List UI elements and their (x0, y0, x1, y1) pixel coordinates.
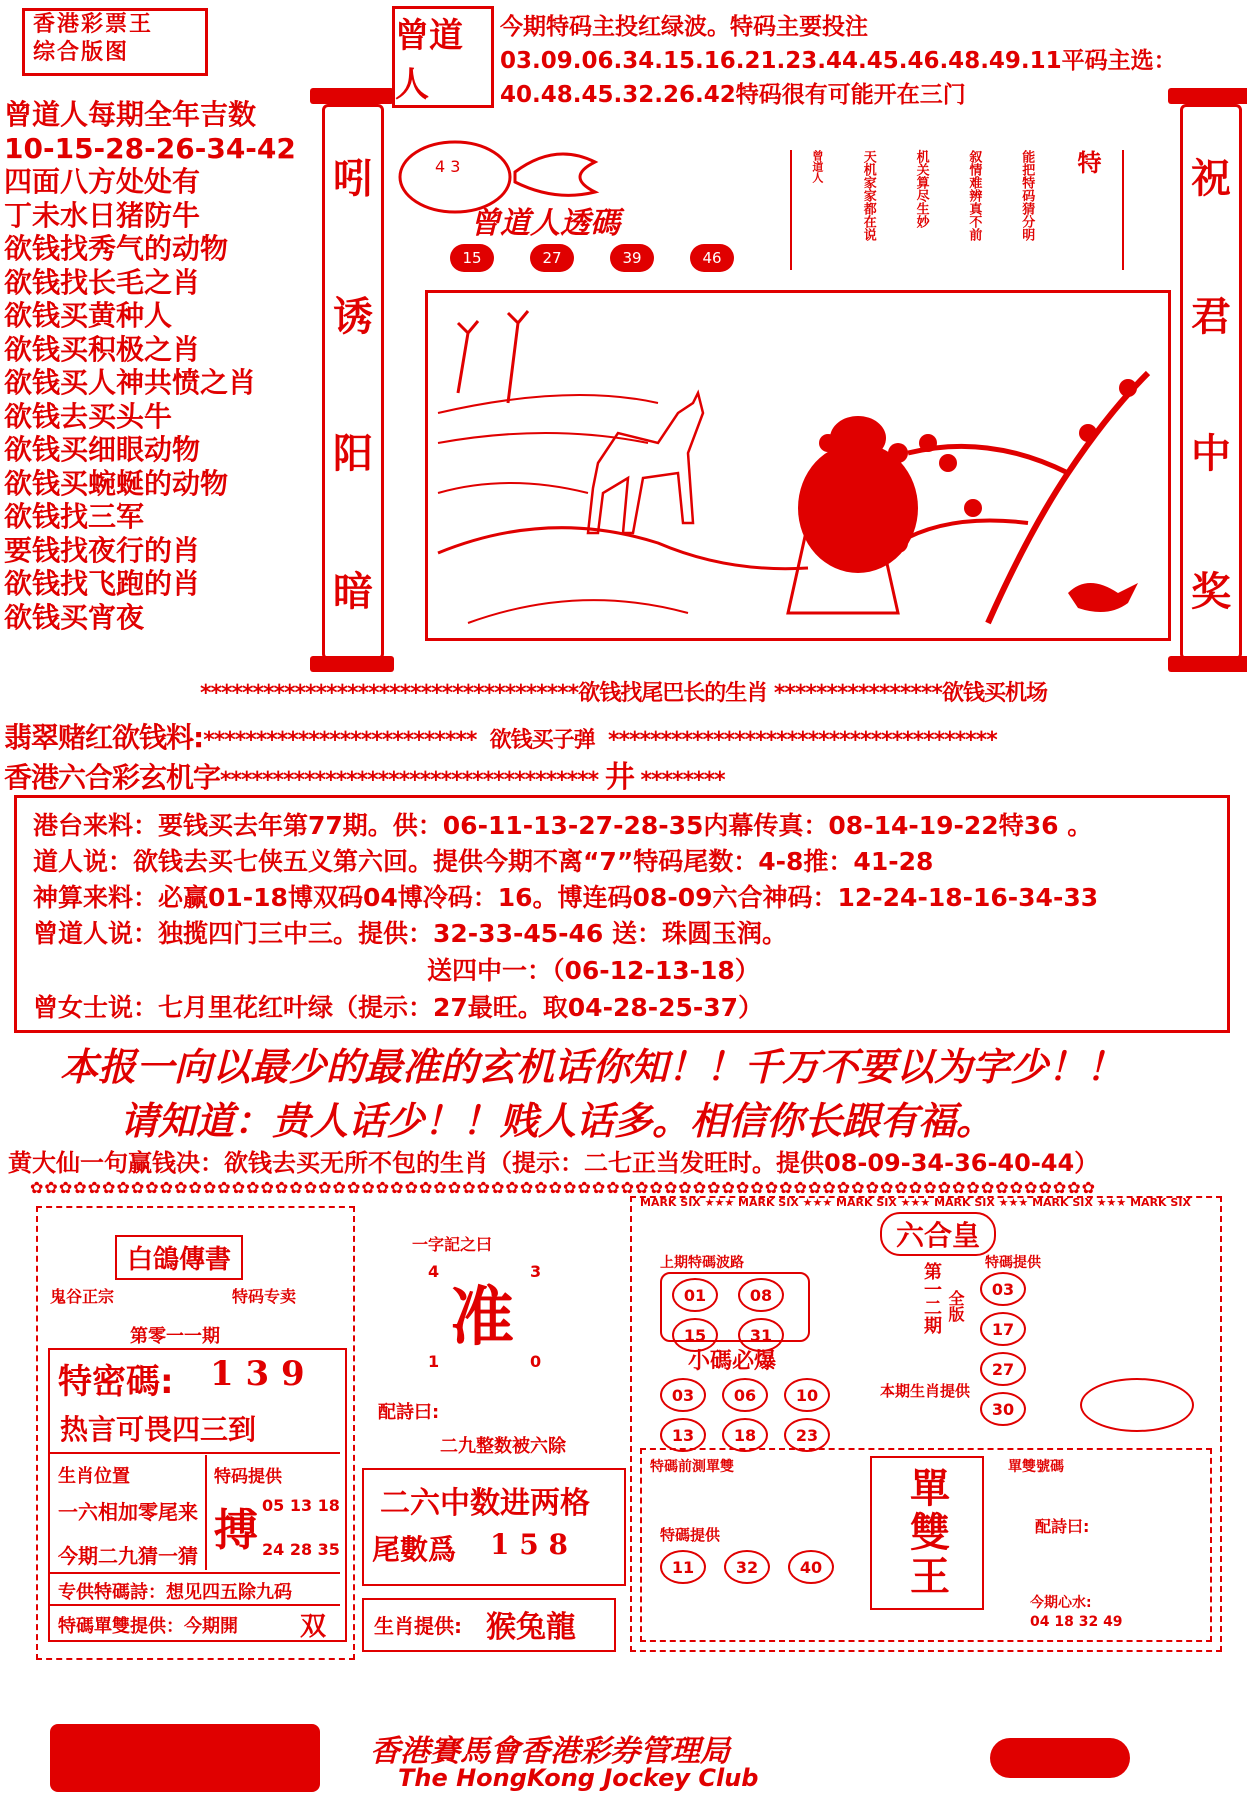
danshuang-label: 特碼單雙提供：今期開 (58, 1616, 238, 1637)
danshuang-value: 双 (300, 1612, 327, 1642)
scroll-char: 祝 (1191, 156, 1231, 203)
number-circle: 32 (724, 1550, 770, 1584)
number-circle: 08 (738, 1278, 784, 1312)
info-box (14, 795, 1230, 1033)
bo-numbers: 05 13 18 (262, 1496, 340, 1515)
zodiac-provide-label: 本期生肖提供 (880, 1382, 971, 1400)
list-item: 欲钱找飞跑的肖 (4, 567, 201, 600)
tema2-balls (660, 1550, 834, 1584)
footer-emblem-right (990, 1738, 1130, 1778)
star-line-2: 翡翠赌红欲钱料:************************** 欲钱买子弹 ************************************* (4, 721, 997, 754)
heart-label: 今期心水: (1030, 1595, 1092, 1611)
ds-box (870, 1456, 984, 1610)
vertical-verse (790, 150, 1124, 270)
scroll-cap-bottom (310, 656, 394, 672)
divider (50, 1572, 340, 1574)
scroll-char: 暗 (333, 568, 373, 615)
verse-column: 特 (1073, 150, 1102, 174)
verse-column: 天机家家都在说 (860, 150, 876, 241)
corner-number: 1 (428, 1352, 440, 1371)
tema-label: 特碼提供 (985, 1255, 1041, 1271)
mid-line-label: 尾數爲 (372, 1533, 457, 1566)
scroll-char: 奖 (1191, 568, 1231, 615)
number-ball: 39 (610, 244, 654, 272)
corner-number: 0 (530, 1352, 542, 1371)
verse-column: 曾道人 (810, 150, 824, 183)
number-circle: 10 (784, 1378, 830, 1412)
corner-number: 4 (428, 1262, 440, 1281)
logo-line-1: 香港彩票王 (33, 12, 154, 37)
list-item: 欲钱买人神共愤之肖 (4, 366, 257, 399)
emblem-oval (1080, 1378, 1194, 1432)
verse-column: 能把特码猜分明 (1019, 150, 1035, 241)
bo-numbers: 24 28 35 (262, 1540, 340, 1559)
left-scroll (322, 104, 384, 660)
poem-label: 配詩曰: (1035, 1517, 1090, 1536)
big-character: 准 (450, 1280, 514, 1355)
line-label: 香港六合彩玄机字 (4, 761, 221, 794)
star-line-3: 香港六合彩玄机字************************************ 井 ******** (4, 760, 725, 795)
verse-column: 机关算尽生妙 (913, 150, 929, 228)
number-ball: 27 (530, 244, 574, 272)
mark-six-band: MARK SIX ★★★ MARK SIX ★★★ MARK SIX ★★★ MARK SIX ★★★ MARK SIX ★★★ MARK SIX (640, 1196, 1191, 1209)
mid-line: 二六中数进两格 (380, 1486, 590, 1521)
footer-emblem-left (50, 1724, 320, 1792)
scroll-char: 吲 (333, 156, 373, 203)
clue-text: 井 (604, 760, 634, 795)
tema-value: 1 3 9 (210, 1354, 305, 1394)
info-line: 曾道人说：独揽四门三中三。提供：32-33-45-46 送：珠圆玉润。 (33, 919, 787, 948)
huang-daxian-line: 黄大仙一句赢钱决：欲钱去买无所不包的生肖（提示：二七正当发旺时。提供08-09-34-36-40-44） (8, 1149, 1099, 1177)
svg-text:4 3: 4 3 (435, 157, 461, 176)
issue-label: 第一二期 (921, 1262, 942, 1334)
divider (50, 1452, 340, 1454)
tema-label: 特密碼: (58, 1362, 174, 1402)
guess-text: 今期二九猜一猜 (58, 1544, 198, 1568)
footer-en: The HongKong Jockey Club (398, 1764, 759, 1792)
line-label: 翡翠赌红欲钱料: (4, 721, 204, 754)
small-label: 小碼必爆 (688, 1349, 777, 1374)
number-ball: 46 (690, 244, 734, 272)
list-item: 曾道人每期全年吉数 (4, 98, 257, 131)
list-item: 四面八方处处有 (4, 165, 201, 198)
divider (50, 1604, 340, 1606)
poem-label: 配詩曰: (378, 1402, 440, 1423)
mid-header: 一字記之曰 (412, 1235, 493, 1254)
ds-text: 單雙王 (903, 1467, 950, 1599)
info-line: 神算来料：必赢01-18博双码04博冷码：16。博连码08-09六合神码：12-24-18-16-34-33 (33, 883, 1099, 912)
slogan-line: 本报一向以最少的最准的玄机话你知！！千万不要以为字少！！ (60, 1044, 1125, 1089)
scroll-cap-bottom (1168, 656, 1247, 672)
painting-title: 曾道人透碼 (470, 206, 620, 241)
star-line-1: ************************************欲钱找尾巴长的生肖 ****************欲钱买机场 (200, 681, 1047, 706)
bo-char: 搏 (214, 1505, 258, 1556)
top-note: 今期特码主投红绿波。特码主要投注03.09.06.34.15.16.21.23.44.45.46.48.49.11平码主选：40.48.45.32.26.42特码很有可能开在三门 (500, 14, 1177, 108)
scroll-char: 君 (1191, 293, 1231, 340)
number-circle: 06 (722, 1378, 768, 1412)
riddle-list (4, 98, 334, 634)
info-line: 港台来料：要钱买去年第77期。供：06-11-13-27-28-35内幕传真：08-14-19-22特36 。 (33, 811, 1093, 840)
list-item: 欲钱找长毛之肖 (4, 265, 201, 299)
footer-cn: 香港賽馬會香港彩券管理局 (370, 1734, 730, 1769)
scroll-char: 中 (1191, 431, 1231, 478)
number-circle: 17 (980, 1312, 1026, 1346)
list-item: 欲钱买细眼动物 (4, 433, 201, 466)
poem-line: 专供特碼詩：想见四五除九码 (58, 1582, 292, 1603)
scroll-cap-top (1168, 88, 1247, 104)
number-circle: 01 (672, 1278, 718, 1312)
list-item: 要钱找夜行的肖 (4, 533, 201, 567)
prev-label: 上期特碼波路 (660, 1255, 744, 1271)
clue-text: 欲钱买机场 (941, 681, 1047, 706)
side-note: 特码专卖 (232, 1287, 297, 1306)
number-circle: 03 (660, 1378, 706, 1412)
tema2-label: 特碼提供 (660, 1526, 721, 1544)
tema-balls (980, 1272, 1070, 1426)
list-item: 欲钱买积极之肖 (4, 332, 201, 366)
logo-line-2: 综合版图 (33, 40, 130, 65)
number-circle: 30 (980, 1392, 1026, 1426)
number-circle: 40 (788, 1550, 834, 1584)
panel-header: 白鴿傳書 (115, 1235, 243, 1280)
number-circle: 15 (672, 1318, 718, 1352)
clue-text: 欲钱买子弹 (489, 728, 595, 753)
list-item: 欲钱找三军 (4, 500, 145, 533)
brand-logo (22, 8, 208, 76)
slogan-line: 请知道：贵人话少！！贱人话多。相信你长跟有福。 (120, 1098, 995, 1143)
star-border: ✿✿✿✿✿✿✿✿✿✿✿✿✿✿✿✿✿✿✿✿✿✿✿✿✿✿✿✿✿✿✿✿✿✿✿✿✿✿✿✿✿✿✿✿✿✿✿✿✿✿✿✿✿✿✿✿✿✿✿✿✿✿✿✿✿✿✿✿✿✿✿✿✿✿ (30, 1178, 1097, 1197)
tema-phrase: 热言可畏四三到 (60, 1413, 257, 1446)
tema-tigong-label: 特码提供 (214, 1467, 282, 1487)
number-circle: 27 (980, 1352, 1026, 1386)
right-title: 六合皇 (880, 1212, 996, 1256)
list-item: 欲钱买蜿蜒的动物 (4, 466, 229, 500)
position-label: 生肖位置 (58, 1466, 130, 1487)
list-item: 欲钱买黄种人 (4, 299, 173, 332)
number-circle: 03 (980, 1272, 1026, 1306)
ball-row (450, 244, 734, 272)
scroll-char: 阳 (333, 431, 373, 478)
clue-text: 欲钱找尾巴长的生肖 (578, 681, 768, 706)
number-circle: 23 (784, 1418, 830, 1452)
side-note: 鬼谷正宗 (50, 1287, 115, 1306)
list-item: 欲钱找秀气的动物 (4, 232, 229, 265)
list-item: 丁未水日猪防牛 (4, 198, 201, 232)
small-balls (660, 1378, 850, 1452)
corner-number: 3 (530, 1262, 542, 1281)
info-line: 道人说：欲钱去买七侠五义第六回。提供今期不离“7”特码尾数：4-8推：41-28 (33, 847, 934, 876)
list-item: 10-15-28-26-34-42 (4, 131, 296, 165)
ds-label: 特碼前測單雙 (650, 1459, 734, 1475)
list-item: 欲钱买宵夜 (4, 600, 145, 634)
position-text: 一六相加零尾来 (58, 1500, 198, 1524)
scroll-char: 诱 (333, 293, 373, 340)
painting-frame (425, 290, 1171, 641)
poem-text: 二九整数被六除 (440, 1436, 566, 1457)
issue-number: 第零一一期 (130, 1326, 220, 1347)
divider (205, 1455, 208, 1570)
verse-column: 叙情难辨真不前 (966, 150, 982, 241)
prev-balls (660, 1272, 810, 1345)
number-ball: 15 (450, 244, 494, 272)
number-circle: 11 (660, 1550, 706, 1584)
heart-numbers: 04 18 32 49 (1030, 1614, 1123, 1630)
zodiac-value: 猴兔龍 (486, 1610, 576, 1645)
number-circle: 31 (738, 1318, 784, 1352)
painting-illustration (428, 293, 1168, 638)
number-circle: 18 (722, 1418, 768, 1452)
right-scroll (1180, 104, 1242, 660)
number-label: 單雙號碼 (1008, 1459, 1064, 1475)
scroll-cap-top (310, 88, 394, 104)
mid-line-value: 1 5 8 (490, 1528, 568, 1561)
zodiac-label: 生肖提供: (374, 1614, 462, 1638)
info-line: 送四中一：（06-12-13-18） (427, 956, 760, 985)
info-line: 曾女士说：七月里花红叶绿（提示：27最旺。取04-28-25-37） (33, 993, 764, 1022)
seal-stamp: 曾道人 (392, 6, 494, 108)
issue-sub: 全版 (946, 1290, 965, 1322)
number-circle: 13 (660, 1418, 706, 1452)
list-item: 欲钱去买头牛 (4, 399, 173, 433)
